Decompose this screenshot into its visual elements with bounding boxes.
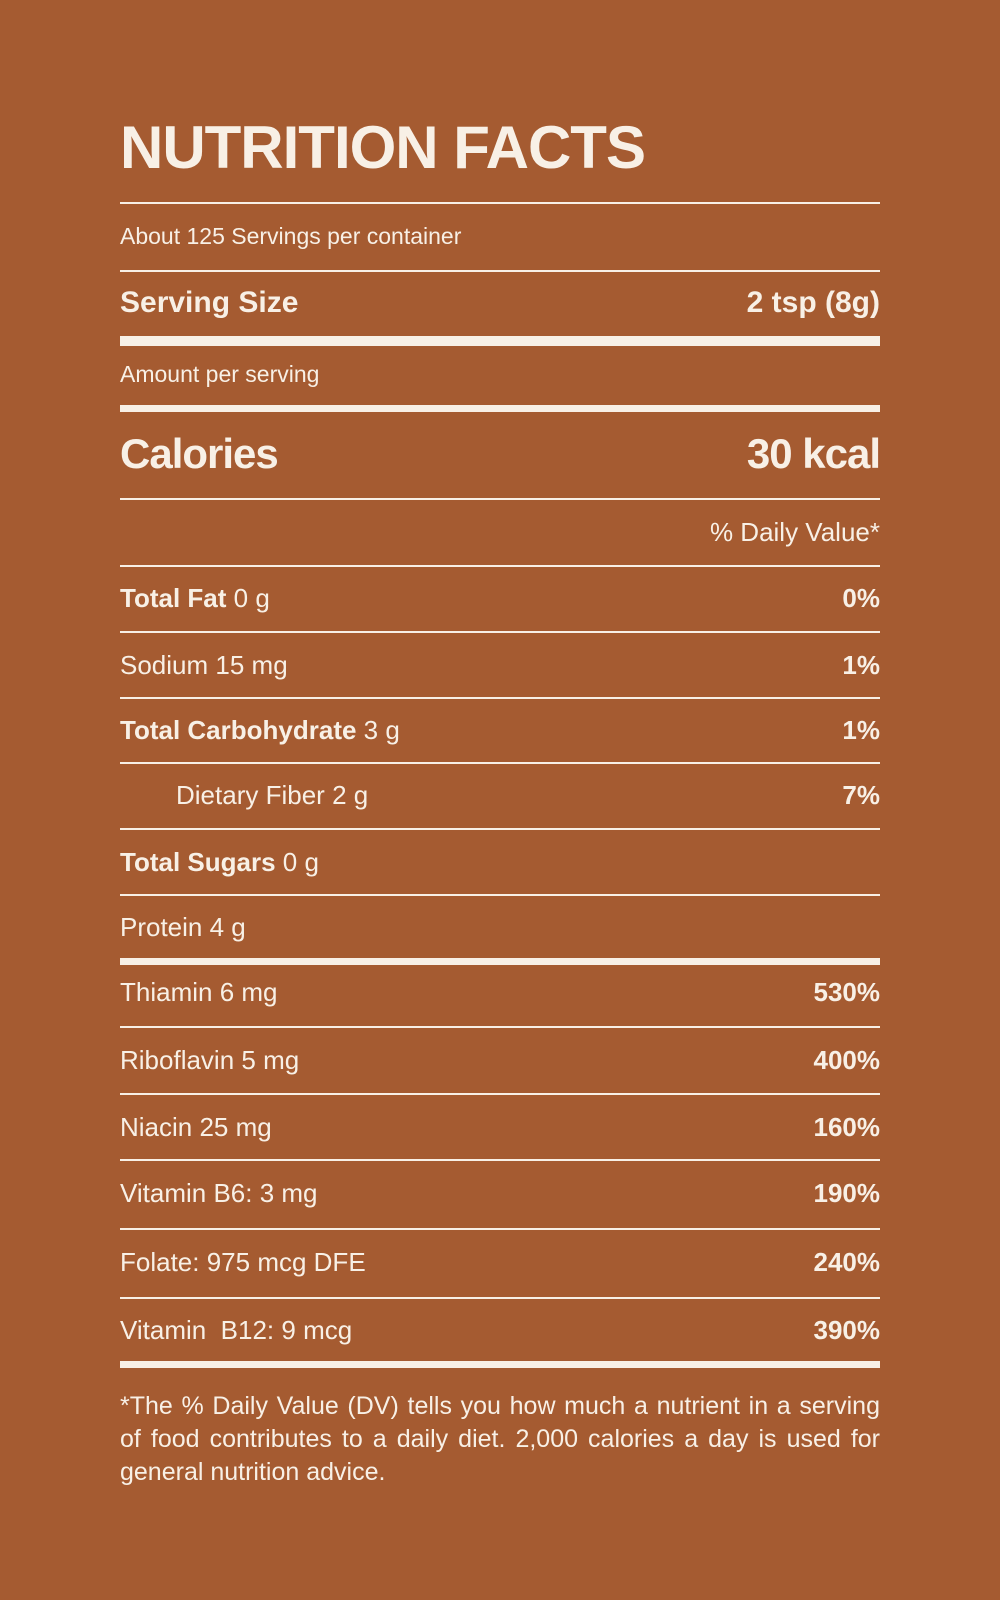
nutrient-name: Total Carbohydrate [120,714,357,745]
vitamin-label: Niacin 25 mg [120,1111,272,1142]
calories-label: Calories [120,430,278,477]
table-row [120,1040,880,1080]
divider-thick [120,336,880,346]
servings-per-container: About 125 Servings per container [120,222,462,249]
nutrient-name: Total Sugars [120,846,276,877]
nutrient-name: Sodium [120,649,209,680]
nutrient-dv: 0% [842,582,880,613]
table-row [120,645,880,685]
amount-per-serving-row [120,356,880,392]
divider [120,270,880,272]
divider-thick [120,1361,880,1368]
nutrient-amount: 4 g [209,911,246,942]
nutrient-name: Protein [120,911,203,942]
vitamin-label: Riboflavin 5 mg [120,1044,300,1075]
vitamin-dv: 400% [813,1044,880,1075]
servings-per-container-row [120,218,880,254]
divider-thick [120,958,880,965]
vitamin-label: Thiamin 6 mg [120,976,278,1007]
divider [120,894,880,896]
nutrient-amount: 0 g [233,582,270,613]
nutrient-amount: 15 mg [215,649,288,680]
vitamin-dv: 190% [813,1177,880,1208]
divider [120,1159,880,1161]
table-row [120,1107,880,1147]
daily-value-header-row [120,512,880,552]
nutrient-dv: 7% [842,779,880,810]
calories-row [120,426,880,482]
nutrient-name: Dietary Fiber [176,779,325,810]
divider [120,202,880,204]
table-row [120,972,880,1012]
vitamin-label: Vitamin B6: 3 mg [120,1177,318,1208]
divider [120,498,880,500]
nutrient-amount: 2 g [332,779,369,810]
vitamin-dv: 240% [813,1246,880,1277]
divider [120,1297,880,1299]
divider [120,631,880,633]
page-title: NUTRITION FACTS [120,114,645,181]
table-row [120,842,880,882]
divider [120,762,880,764]
footnote: *The % Daily Value (DV) tells you how much a nutrient in a serving of food contributes to a daily diet. 2,000 calories a day is used for general nutrition advice. [120,1392,880,1486]
serving-size-label: Serving Size [120,286,299,319]
divider [120,1026,880,1028]
nutrient-amount: 0 g [282,846,319,877]
divider [120,697,880,699]
daily-value-header: % Daily Value* [709,516,880,547]
vitamin-label: Folate: 975 mcg DFE [120,1246,366,1277]
calories-value: 30 kcal [746,430,880,477]
nutrient-amount: 3 g [363,714,400,745]
nutrient-dv: 1% [842,714,880,745]
serving-size-value: 2 tsp (8g) [746,286,880,319]
table-row [120,775,880,815]
divider [120,1228,880,1230]
vitamin-dv: 160% [813,1111,880,1142]
divider [120,828,880,830]
table-row [120,710,880,750]
nutrient-dv: 1% [842,649,880,680]
vitamin-label: Vitamin B12: 9 mcg [120,1314,353,1345]
table-row [120,1173,880,1213]
divider [120,565,880,567]
table-row [120,1242,880,1282]
serving-size-row [120,282,880,324]
table-row [120,1310,880,1350]
divider-thick [120,405,880,412]
nutrient-name: Total Fat [120,582,227,613]
divider [120,1093,880,1095]
vitamin-dv: 390% [813,1314,880,1345]
amount-per-serving: Amount per serving [120,360,320,387]
table-row [120,578,880,618]
table-row [120,907,880,947]
vitamin-dv: 530% [813,976,880,1007]
